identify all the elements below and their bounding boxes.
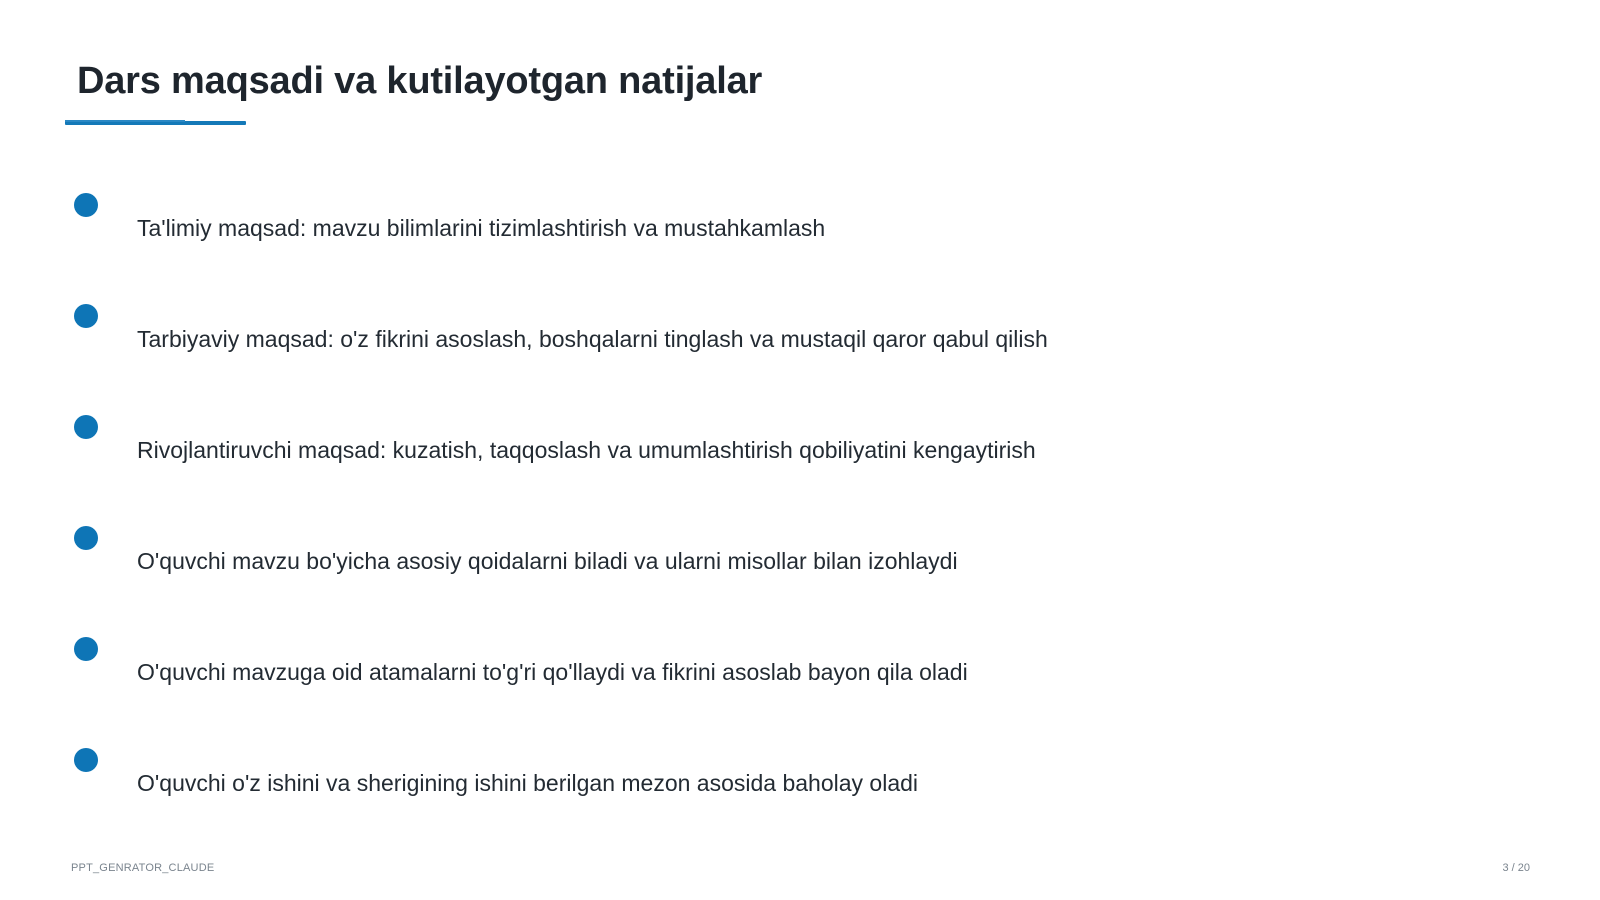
bullet-text: Rivojlantiruvchi maqsad: kuzatish, taqqoslash va umumlashtirish qobiliyatini kengaytirish	[137, 437, 1036, 463]
bullet-dot-icon	[74, 637, 98, 661]
list-item	[0, 637, 1400, 707]
bullet-text: O'quvchi o'z ishini va sherigining ishini berilgan mezon asosida baholay oladi	[137, 770, 919, 796]
bullet-dot-icon	[74, 526, 98, 550]
list-item	[0, 304, 1400, 374]
bullet-text: Ta'limiy maqsad: mavzu bilimlarini tizimlashtirish va mustahkamlash	[137, 215, 826, 241]
footer-generator-label: PPT_GENRATOR_CLAUDE	[71, 862, 215, 874]
bullet-dot-icon	[74, 415, 98, 439]
bullet-text: Tarbiyaviy maqsad: o'z fikrini asoslash, boshqalarni tinglash va mustaqil qaror qabul qilish	[137, 326, 1048, 352]
bullet-text: O'quvchi mavzu bo'yicha asosiy qoidalarni biladi va ularni misollar bilan izohlaydi	[137, 548, 958, 574]
bullet-dot-icon	[74, 748, 98, 772]
page-indicator: 3 / 20	[1502, 862, 1530, 874]
bullet-text: O'quvchi mavzuga oid atamalarni to'g'ri qo'llaydi va fikrini asoslab bayon qila oladi	[137, 659, 968, 685]
bullet-dot-icon	[74, 193, 98, 217]
list-item	[0, 193, 1400, 263]
list-item	[0, 748, 1400, 818]
list-item	[0, 415, 1400, 485]
list-item	[0, 526, 1400, 596]
bullet-dot-icon	[74, 304, 98, 328]
slide-title: Dars maqsadi va kutilayotgan natijalar	[77, 60, 763, 102]
